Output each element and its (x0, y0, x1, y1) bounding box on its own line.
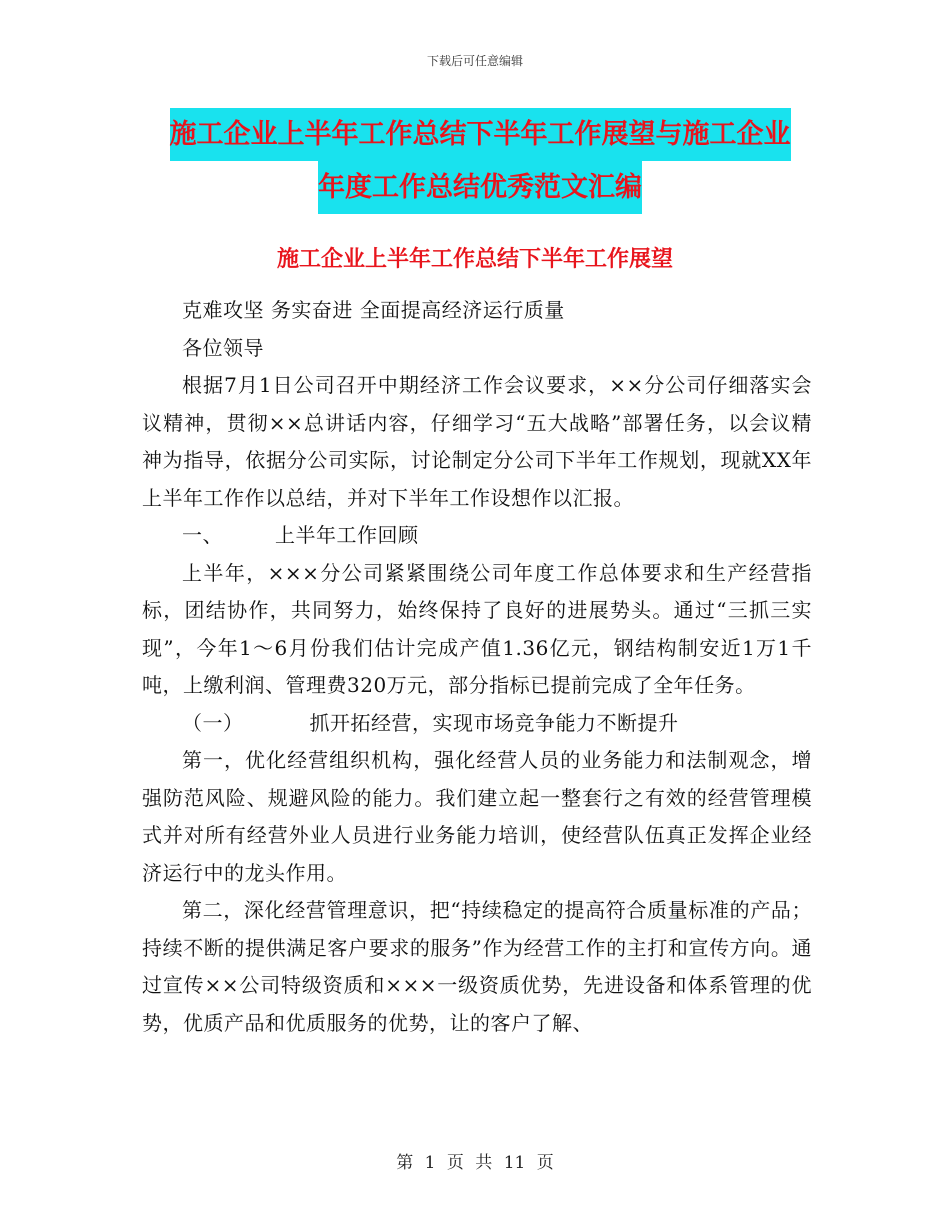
second-point-paragraph: 第二，深化经营管理意识，把“持续稳定的提高符合质量标准的产品；持续不断的提供满足客户要求的服务”作为经营工作的主打和宣传方向。通过宣传××公司特级资质和×××一级资质优势，先进设备和体系管理的优势，优质产品和优质服务的优势，让的客户了解、 (142, 898, 812, 1035)
subsection-heading-1 (142, 705, 812, 743)
section-heading-text: 上半年工作回顾 (275, 523, 419, 547)
subsection-heading-text: 抓开拓经营，实现市场竞争能力不断提升 (309, 710, 679, 735)
section-heading-number: 一、 (182, 523, 223, 547)
page-number-footer: 第 1 页 共 11 页 (396, 1153, 554, 1173)
intro-paragraph: 根据7月1日公司召开中期经济工作会议要求，××分公司仔细落实会议精神，贯彻××总讲话内容，仔细学习“五大战略”部署任务，以会议精神为指导，依据分公司实际，讨论制定分公司下半年工作规划，现就XX年上半年工作作以总结，并对下半年工作设想作以汇报。 (142, 373, 812, 510)
section-heading-1 (142, 517, 812, 555)
section-title: 施工企业上半年工作总结下半年工作展望 (276, 247, 673, 272)
subsection-heading-number: （一） (182, 710, 244, 735)
header-note: 下载后可任意编辑 (426, 54, 523, 68)
first-point-paragraph: 第一，优化经营组织机构，强化经营人员的业务能力和法制观念，增强防范风险、规避风险的能力。我们建立起一整套行之有效的经营管理模式并对所有经营外业人员进行业务能力培训，使经营队伍真正发挥企业经济运行中的龙头作用。 (142, 748, 812, 885)
main-title-line-2: 年度工作总结优秀范文汇编 (318, 161, 642, 214)
document-main-title (140, 108, 820, 214)
slogan-paragraph: 克难攻坚 务实奋进 全面提高经济运行质量 (182, 298, 565, 322)
salutation-paragraph: 各位领导 (182, 335, 264, 360)
main-title-line-1: 施工企业上半年工作总结下半年工作展望与施工企业 (170, 108, 791, 161)
document-body (142, 292, 812, 1042)
review-paragraph: 上半年，×××分公司紧紧围绕公司年度工作总体要求和生产经营指标，团结协作，共同努力，始终保持了良好的进展势头。通过“三抓三实现”，今年1～6月份我们估计完成产值1.36亿元，钢结构制安近1万1千吨，上缴利润、管理费320万元，部分指标已提前完成了全年任务。 (142, 560, 812, 697)
